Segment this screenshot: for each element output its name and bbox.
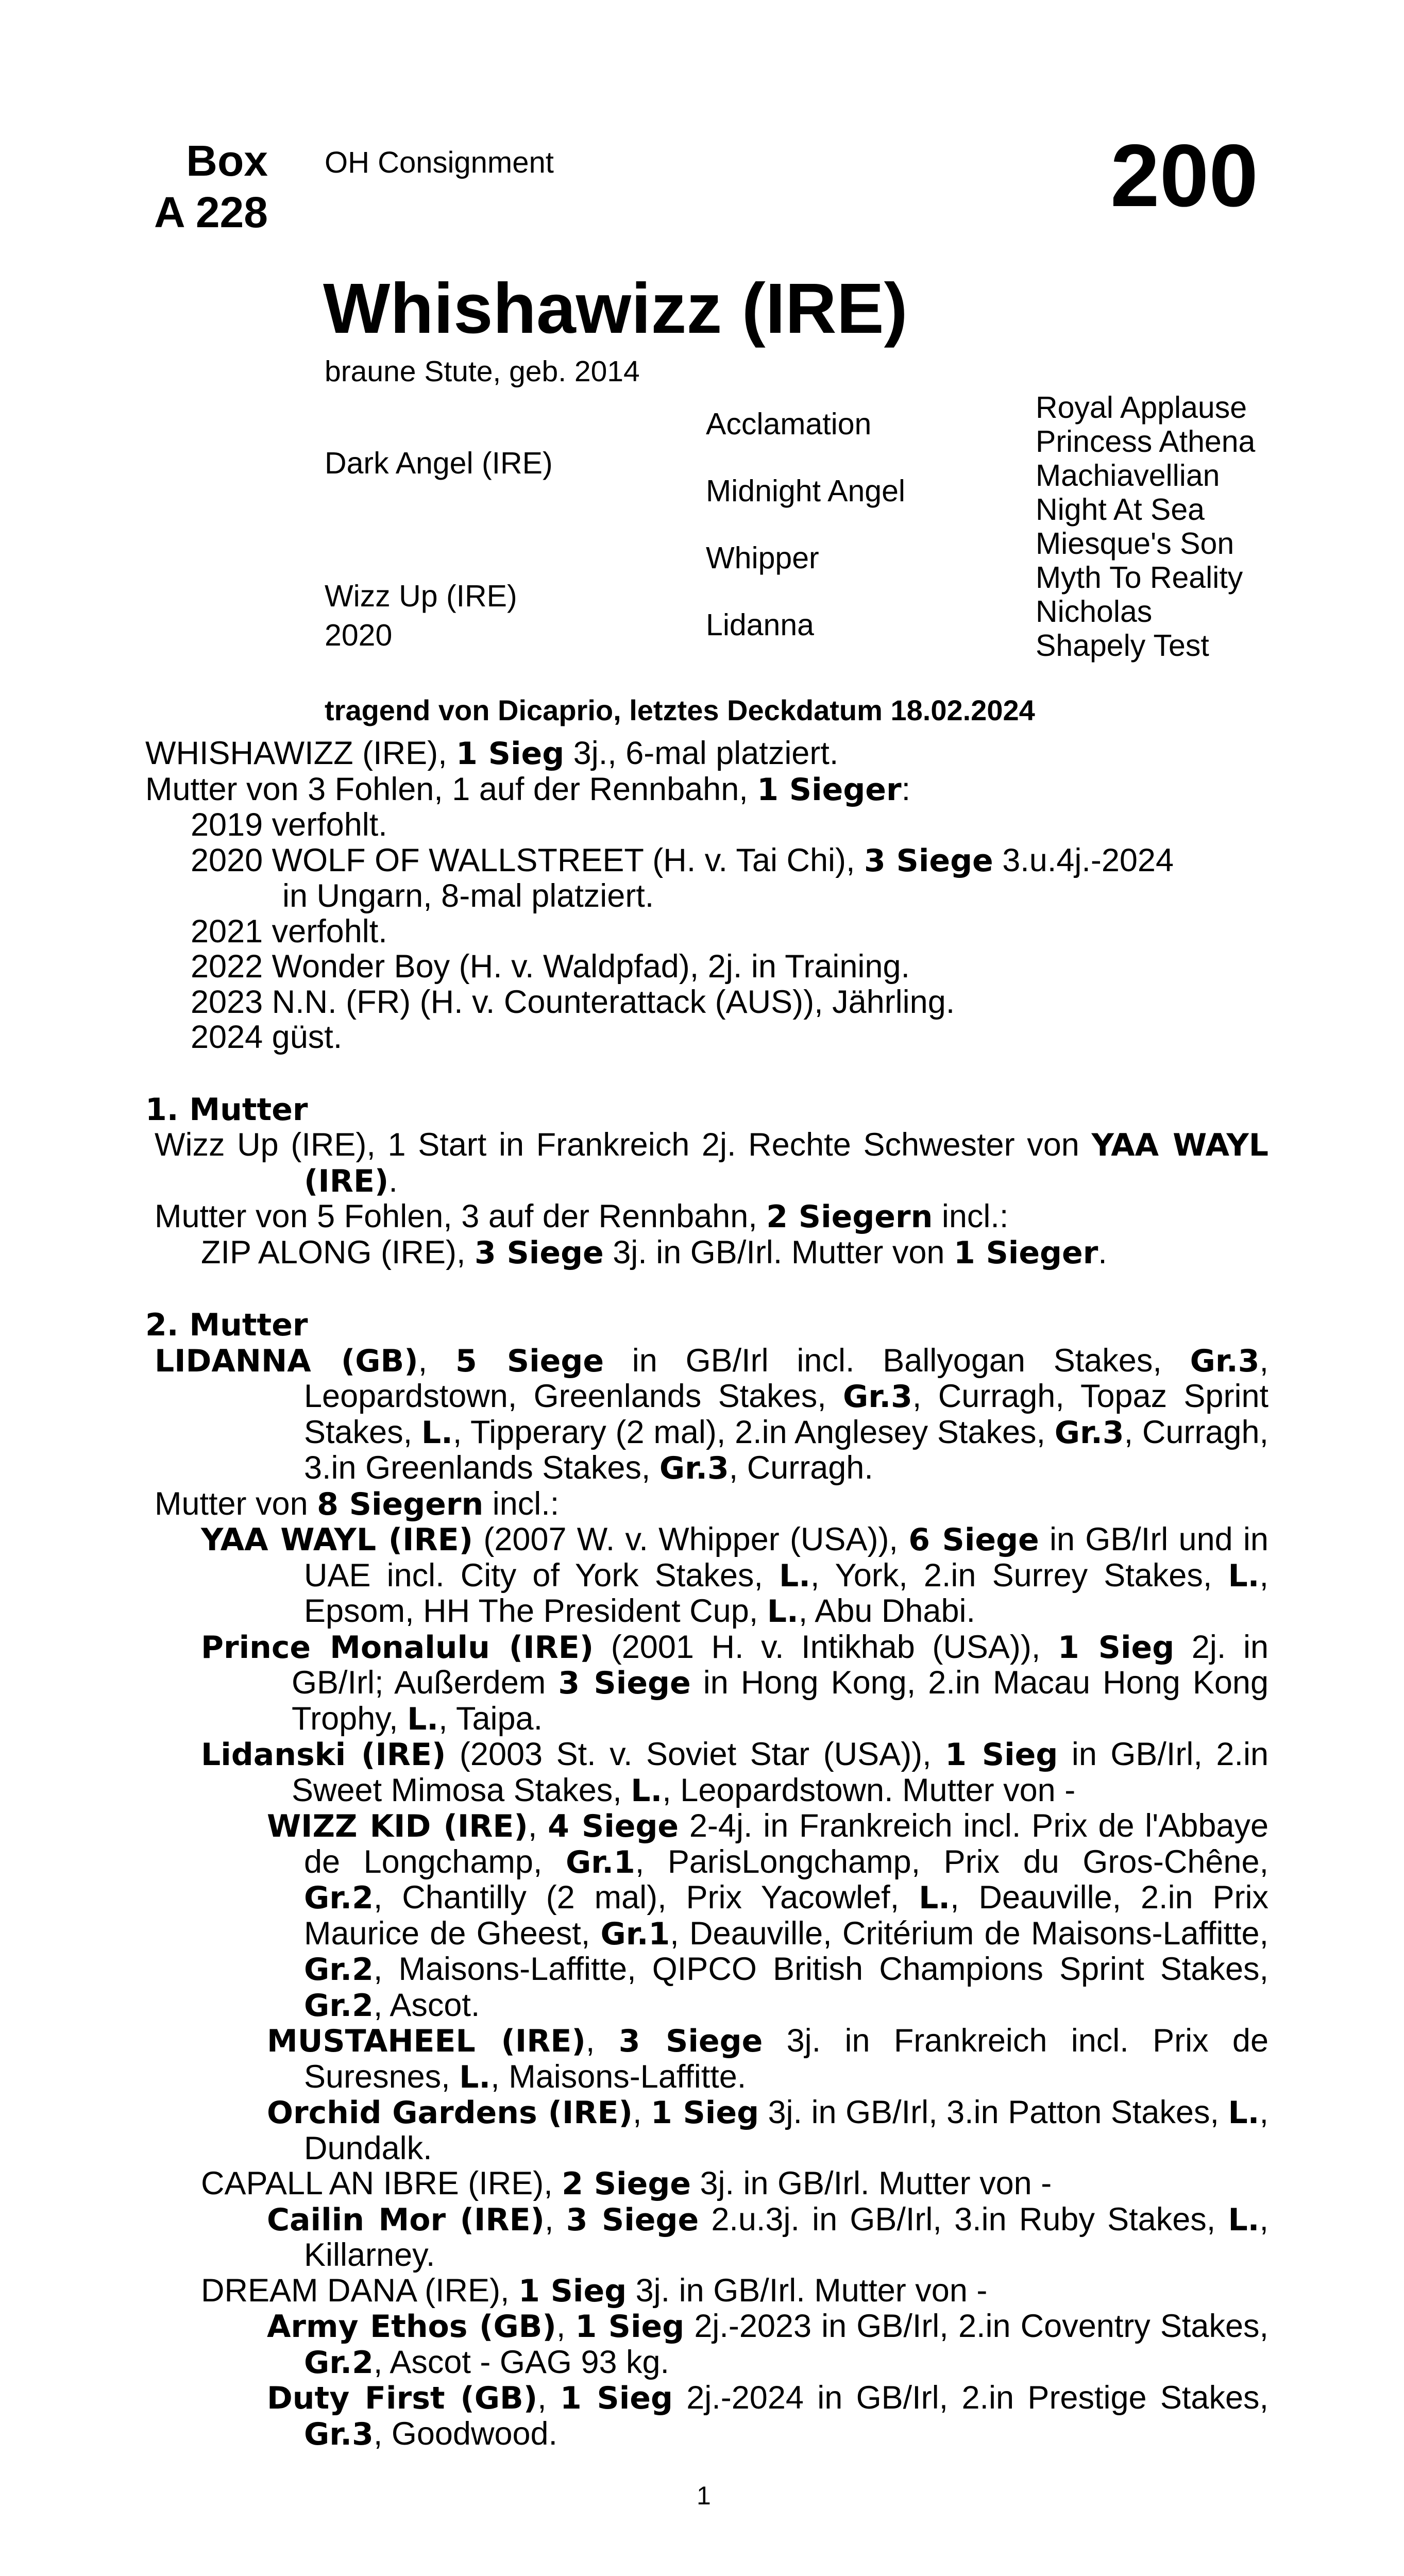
produce-2023: 2023 N.N. (FR) (H. v. Counterattack (AUS)), Jährling.: [191, 984, 955, 1020]
pedigree-ancestor: Nicholas: [1036, 595, 1153, 629]
foal-yaa-wayl: YAA WAYL (IRE) (2007 W. v. Whipper (USA)), 6 Siege in GB/Irl und in UAE incl. City of York Stakes, L., York, 2.in Surrey Stakes, L., Epsom, HH The President Cup, L., Abu Dhabi.: [201, 1521, 1268, 1630]
pedigree-dam: Wizz Up (IRE): [325, 579, 517, 613]
catalogue-text: [145, 736, 1268, 2452]
produce-2020-continued: in Ungarn, 8-mal platziert.: [282, 878, 654, 914]
produce-summary: WHISHAWIZZ (IRE), 1 Sieg 3j., 6-mal platziert.: [145, 735, 839, 772]
grandfoal-wizz-kid: WIZZ KID (IRE), 4 Siege 2-4j. in Frankreich incl. Prix de l'Abbaye de Longchamp, Gr.1, ParisLongchamp, Prix du Gros-Chêne, Gr.2, Chantilly (2 mal), Prix Yacowlef, L., Deauville, 2.in Prix Maurice de Gheest, Gr.1, Deauville, Critérium de Maisons-Laffitte, Gr.2, Maisons-Laffitte, QIPCO British Champions Sprint Stakes, Gr.2, Ascot.: [267, 1808, 1269, 2024]
produce-2022: 2022 Wonder Boy (H. v. Waldpfad), 2j. in Training.: [191, 948, 910, 985]
produce-2021: 2021 verfohlt.: [191, 913, 387, 950]
pedigree-ancestor: Shapely Test: [1036, 629, 1209, 663]
grandfoal-mustaheel: MUSTAHEEL (IRE), 3 Siege 3j. in Frankreich incl. Prix de Suresnes, L., Maisons-Laffitte.: [267, 2023, 1268, 2095]
pedigree-ancestor: Myth To Reality: [1036, 561, 1243, 595]
horse-name: Whishawizz (IRE): [323, 269, 908, 348]
grandfoal-army-ethos: Army Ethos (GB), 1 Sieg 2j.-2023 in GB/Irl, 2.in Coventry Stakes, Gr.2, Ascot - GAG 93 kg.: [267, 2308, 1268, 2381]
pedigree-sire: Dark Angel (IRE): [325, 446, 553, 480]
second-dam-produce: Mutter von 8 Siegern incl.:: [155, 1485, 560, 1522]
first-dam-foal-zip-along: ZIP ALONG (IRE), 3 Siege 3j. in GB/Irl. Mutter von 1 Sieger.: [201, 1234, 1107, 1271]
second-dam-entry-lidanna: LIDANNA (GB), 5 Siege in GB/Irl incl. Ballyogan Stakes, Gr.3, Leopardstown, Greenlands Stakes, Gr.3, Curragh, Topaz Sprint Stakes, L., Tipperary (2 mal), 2.in Anglesey Stakes, Gr.3, Curragh, 3.in Greenlands Stakes, Gr.3, Curragh.: [155, 1342, 1268, 1486]
pedigree-ancestor: Miesque's Son: [1036, 527, 1234, 561]
pedigree-sire-dam: Midnight Angel: [706, 474, 906, 508]
pedigree-third-generation: [1036, 391, 1255, 663]
cover-note: tragend von Dicaprio, letztes Deckdatum 18.02.2024: [325, 694, 1035, 726]
pedigree-ancestor: Machiavellian: [1036, 459, 1220, 493]
first-dam-heading: 1. Mutter: [145, 1091, 308, 1128]
lot-number: 200: [1110, 126, 1258, 225]
consignment-label: OH Consignment: [325, 146, 554, 179]
page-number: 1: [697, 2481, 711, 2510]
box-line-1: Box: [186, 137, 268, 185]
foal-dream-dana: DREAM DANA (IRE), 1 Sieg 3j. in GB/Irl. Mutter von -: [201, 2272, 988, 2309]
box-label: [103, 135, 268, 238]
foal-lidanski: Lidanski (IRE) (2003 St. v. Soviet Star (USA)), 1 Sieg in GB/Irl, 2.in Sweet Mimosa Stakes, L., Leopardstown. Mutter von -: [201, 1736, 1268, 1809]
produce-dam-summary: Mutter von 3 Fohlen, 1 auf der Rennbahn, 1 Sieger:: [145, 771, 911, 808]
pedigree-ancestor: Night At Sea: [1036, 493, 1205, 527]
produce-2019: 2019 verfohlt.: [191, 807, 387, 843]
produce-2024: 2024 güst.: [191, 1019, 343, 1055]
pedigree-sire-sire: Acclamation: [706, 407, 872, 441]
foal-capall-an-ibre: CAPALL AN IBRE (IRE), 2 Siege 3j. in GB/Irl. Mutter von -: [201, 2165, 1052, 2202]
pedigree-dam-sire: Whipper: [706, 541, 819, 575]
pedigree-dam-dam: Lidanna: [706, 608, 814, 642]
grandfoal-cailin-mor: Cailin Mor (IRE), 3 Siege 2.u.3j. in GB/Irl, 3.in Ruby Stakes, L., Killarney.: [267, 2201, 1268, 2273]
first-dam-entry: Wizz Up (IRE), 1 Start in Frankreich 2j. Rechte Schwester von YAA WAYL (IRE).: [155, 1127, 1268, 1199]
horse-description: braune Stute, geb. 2014: [325, 355, 640, 388]
grandfoal-orchid-gardens: Orchid Gardens (IRE), 1 Sieg 3j. in GB/Irl, 3.in Patton Stakes, L., Dundalk.: [267, 2094, 1268, 2166]
box-number: A 228: [154, 188, 268, 236]
pedigree-dam-year: 2020: [325, 618, 393, 652]
second-dam-heading: 2. Mutter: [145, 1307, 308, 1343]
grandfoal-duty-first: Duty First (GB), 1 Sieg 2j.-2024 in GB/Irl, 2.in Prestige Stakes, Gr.3, Goodwood.: [267, 2380, 1268, 2452]
first-dam-produce: Mutter von 5 Fohlen, 3 auf der Rennbahn, 2 Siegern incl.:: [155, 1198, 1009, 1235]
pedigree-ancestor: Princess Athena: [1036, 425, 1256, 459]
foal-prince-monalulu: Prince Monalulu (IRE) (2001 H. v. Intikhab (USA)), 1 Sieg 2j. in GB/Irl; Außerdem 3 Siege in Hong Kong, 2.in Macau Hong Kong Trophy, L., Taipa.: [201, 1629, 1268, 1737]
produce-2020: 2020 WOLF OF WALLSTREET (H. v. Tai Chi), 3 Siege 3.u.4j.-2024: [191, 842, 1174, 879]
pedigree-ancestor: Royal Applause: [1036, 391, 1247, 425]
